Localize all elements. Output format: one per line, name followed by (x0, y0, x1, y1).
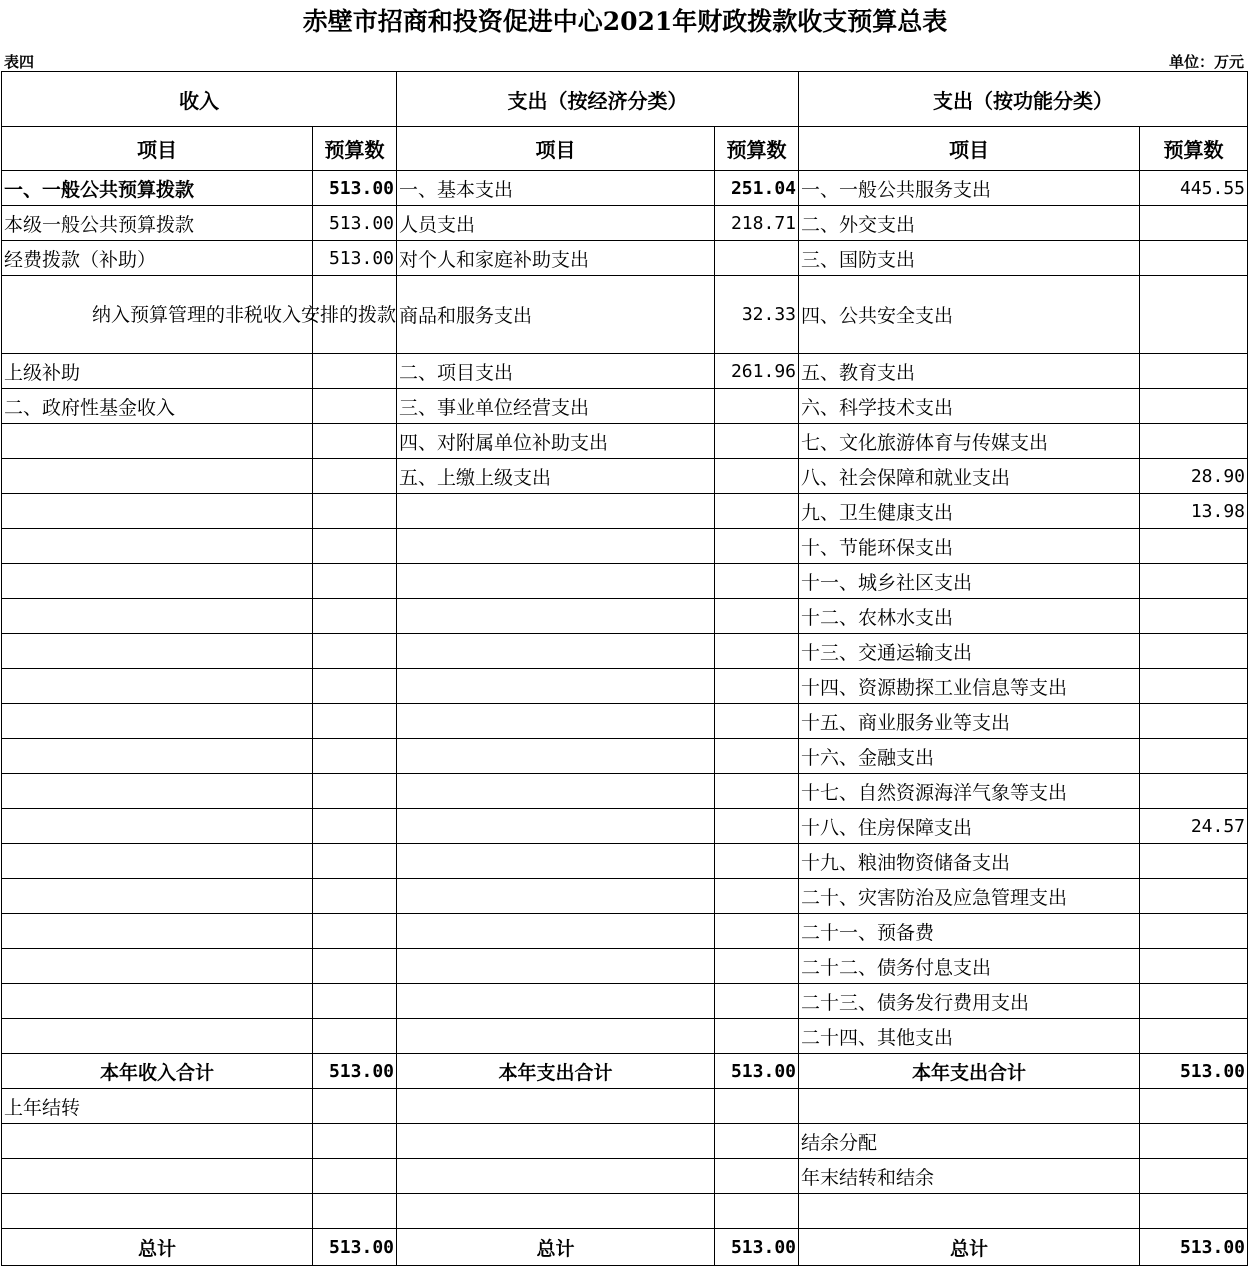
income-amount (313, 494, 397, 529)
func-item: 四、公共安全支出 (799, 276, 1140, 354)
func-item: 六、科学技术支出 (799, 389, 1140, 424)
econ-amount (715, 1124, 799, 1159)
func-item: 二、外交支出 (799, 206, 1140, 241)
func-item: 二十、灾害防治及应急管理支出 (799, 879, 1140, 914)
income-amount (313, 1194, 397, 1229)
econ-amount (715, 669, 799, 704)
econ-item: 商品和服务支出 (397, 276, 715, 354)
func-amount: 13.98 (1140, 494, 1248, 529)
table-row (2, 459, 1248, 494)
econ-amount (715, 494, 799, 529)
econ-amount (715, 389, 799, 424)
summary-row (2, 1054, 1248, 1089)
income-item: 上年结转 (2, 1089, 313, 1124)
econ-amount: 218.71 (715, 206, 799, 241)
table-row (2, 1019, 1248, 1054)
func-amount (1140, 949, 1248, 984)
income-amount (313, 354, 397, 389)
income-amount (313, 844, 397, 879)
income-item (2, 564, 313, 599)
table-row (2, 354, 1248, 389)
income-amount (313, 774, 397, 809)
header-budget: 预算数 (313, 127, 397, 171)
table-row (2, 774, 1248, 809)
func-item: 二十一、预备费 (799, 914, 1140, 949)
econ-amount (715, 1194, 799, 1229)
table-row (2, 844, 1248, 879)
income-item (2, 704, 313, 739)
func-amount (1140, 984, 1248, 1019)
econ-item (397, 669, 715, 704)
income-amount (313, 739, 397, 774)
table-row (2, 599, 1248, 634)
func-item (799, 1089, 1140, 1124)
func-item: 十七、自然资源海洋气象等支出 (799, 774, 1140, 809)
header-item: 项目 (2, 127, 313, 171)
income-item: 本级一般公共预算拨款 (2, 206, 313, 241)
header-row-sub (2, 127, 1248, 171)
grand-total-econ: 513.00 (715, 1229, 799, 1266)
income-item (2, 1159, 313, 1194)
income-item: 二、政府性基金收入 (2, 389, 313, 424)
income-item (2, 1124, 313, 1159)
table-row (2, 1159, 1248, 1194)
grand-total-label: 总计 (799, 1229, 1140, 1266)
income-amount (313, 389, 397, 424)
income-item (2, 914, 313, 949)
table-row (2, 206, 1248, 241)
econ-item (397, 914, 715, 949)
econ-item (397, 1159, 715, 1194)
econ-item (397, 599, 715, 634)
income-item (2, 844, 313, 879)
income-amount (313, 669, 397, 704)
func-item: 三、国防支出 (799, 241, 1140, 276)
func-amount (1140, 1124, 1248, 1159)
income-item (2, 494, 313, 529)
func-item: 年末结转和结余 (799, 1159, 1140, 1194)
income-item (2, 1194, 313, 1229)
func-item: 九、卫生健康支出 (799, 494, 1140, 529)
func-item: 二十四、其他支出 (799, 1019, 1140, 1054)
table-row (2, 1194, 1248, 1229)
econ-amount (715, 879, 799, 914)
func-amount (1140, 424, 1248, 459)
income-item: 经费拨款（补助） (2, 241, 313, 276)
func-amount: 24.57 (1140, 809, 1248, 844)
income-total: 513.00 (313, 1054, 397, 1089)
table-row (2, 739, 1248, 774)
func-amount (1140, 354, 1248, 389)
income-amount (313, 1089, 397, 1124)
econ-amount (715, 844, 799, 879)
func-amount (1140, 1089, 1248, 1124)
table-row (2, 879, 1248, 914)
func-amount (1140, 914, 1248, 949)
econ-amount (715, 704, 799, 739)
func-item: 十八、住房保障支出 (799, 809, 1140, 844)
table-row (2, 241, 1248, 276)
grand-total-income: 513.00 (313, 1229, 397, 1266)
income-amount (313, 424, 397, 459)
func-item: 十六、金融支出 (799, 739, 1140, 774)
func-amount (1140, 206, 1248, 241)
income-amount (313, 704, 397, 739)
econ-item: 一、基本支出 (397, 171, 715, 206)
income-amount: 513.00 (313, 206, 397, 241)
page-title: 赤壁市招商和投资促进中心2021年财政拨款收支预算总表 (302, 7, 948, 36)
func-item: 十一、城乡社区支出 (799, 564, 1140, 599)
econ-item: 三、事业单位经营支出 (397, 389, 715, 424)
table-row (2, 669, 1248, 704)
income-amount (313, 459, 397, 494)
func-amount (1140, 669, 1248, 704)
header-budget: 预算数 (715, 127, 799, 171)
econ-amount (715, 949, 799, 984)
econ-item (397, 529, 715, 564)
func-item: 十四、资源勘探工业信息等支出 (799, 669, 1140, 704)
table-row (2, 1124, 1248, 1159)
econ-amount (715, 241, 799, 276)
func-item: 二十二、债务付息支出 (799, 949, 1140, 984)
grand-total-row (2, 1229, 1248, 1266)
income-amount (313, 984, 397, 1019)
econ-amount (715, 1019, 799, 1054)
grand-total-label: 总计 (397, 1229, 715, 1266)
header-exp-func: 支出（按功能分类） (799, 72, 1248, 127)
econ-item (397, 809, 715, 844)
func-total: 513.00 (1140, 1054, 1248, 1089)
econ-item (397, 1089, 715, 1124)
econ-amount (715, 914, 799, 949)
func-amount (1140, 739, 1248, 774)
func-amount (1140, 1159, 1248, 1194)
table-row (2, 424, 1248, 459)
econ-item (397, 704, 715, 739)
income-item (2, 879, 313, 914)
econ-item (397, 774, 715, 809)
func-amount (1140, 529, 1248, 564)
func-amount (1140, 879, 1248, 914)
func-amount: 28.90 (1140, 459, 1248, 494)
func-amount (1140, 1194, 1248, 1229)
header-item: 项目 (397, 127, 715, 171)
econ-item (397, 879, 715, 914)
income-amount (313, 634, 397, 669)
econ-total-label: 本年支出合计 (397, 1054, 715, 1089)
econ-item: 四、对附属单位补助支出 (397, 424, 715, 459)
income-item (2, 529, 313, 564)
func-item: 十九、粮油物资储备支出 (799, 844, 1140, 879)
table-row (2, 564, 1248, 599)
table-row (2, 809, 1248, 844)
econ-item (397, 1124, 715, 1159)
table-row (2, 529, 1248, 564)
income-amount (313, 949, 397, 984)
econ-item (397, 634, 715, 669)
func-item: 二十三、债务发行费用支出 (799, 984, 1140, 1019)
income-item-label: 纳入预算管理的非税收入安排的拨款 (92, 303, 397, 326)
income-item (2, 424, 313, 459)
income-amount (313, 809, 397, 844)
table-row (2, 704, 1248, 739)
econ-amount (715, 774, 799, 809)
func-item: 八、社会保障和就业支出 (799, 459, 1140, 494)
budget-table (1, 71, 1248, 1266)
income-item (2, 634, 313, 669)
econ-amount (715, 424, 799, 459)
func-item: 一、一般公共服务支出 (799, 171, 1140, 206)
func-amount (1140, 1019, 1248, 1054)
econ-amount (715, 459, 799, 494)
table-row (2, 389, 1248, 424)
income-item (2, 949, 313, 984)
econ-amount (715, 529, 799, 564)
income-amount (313, 914, 397, 949)
func-item: 十二、农林水支出 (799, 599, 1140, 634)
econ-amount (715, 634, 799, 669)
func-amount (1140, 704, 1248, 739)
grand-total-label: 总计 (2, 1229, 313, 1266)
table-row (2, 1089, 1248, 1124)
econ-item (397, 739, 715, 774)
income-amount (313, 599, 397, 634)
table-label: 表四 (4, 53, 35, 71)
econ-amount (715, 984, 799, 1019)
func-amount (1140, 774, 1248, 809)
table-row (2, 949, 1248, 984)
func-total-label: 本年支出合计 (799, 1054, 1140, 1089)
econ-item: 五、上缴上级支出 (397, 459, 715, 494)
econ-item (397, 564, 715, 599)
econ-item: 二、项目支出 (397, 354, 715, 389)
func-amount (1140, 564, 1248, 599)
econ-item: 对个人和家庭补助支出 (397, 241, 715, 276)
econ-amount (715, 739, 799, 774)
econ-amount (715, 564, 799, 599)
header-exp-econ: 支出（按经济分类） (397, 72, 799, 127)
econ-item (397, 1194, 715, 1229)
income-amount (313, 1159, 397, 1194)
income-item: 一、一般公共预算拨款 (2, 171, 313, 206)
income-item (2, 739, 313, 774)
econ-amount: 32.33 (715, 276, 799, 354)
func-item: 十三、交通运输支出 (799, 634, 1140, 669)
income-item (2, 774, 313, 809)
income-item (2, 459, 313, 494)
table-row (2, 984, 1248, 1019)
table-row (2, 494, 1248, 529)
income-amount (313, 879, 397, 914)
econ-total: 513.00 (715, 1054, 799, 1089)
table-row (2, 276, 1248, 354)
func-item: 结余分配 (799, 1124, 1140, 1159)
econ-item (397, 494, 715, 529)
econ-item (397, 949, 715, 984)
table-row (2, 171, 1248, 206)
econ-amount (715, 599, 799, 634)
func-amount (1140, 389, 1248, 424)
func-item: 十、节能环保支出 (799, 529, 1140, 564)
func-item: 七、文化旅游体育与传媒支出 (799, 424, 1140, 459)
header-budget: 预算数 (1140, 127, 1248, 171)
header-row-main (2, 72, 1248, 127)
header-income: 收入 (2, 72, 397, 127)
econ-amount (715, 809, 799, 844)
income-amount (313, 529, 397, 564)
func-amount (1140, 241, 1248, 276)
income-total-label: 本年收入合计 (2, 1054, 313, 1089)
income-item (2, 669, 313, 704)
income-item (2, 984, 313, 1019)
econ-item (397, 984, 715, 1019)
func-item: 十五、商业服务业等支出 (799, 704, 1140, 739)
econ-item (397, 844, 715, 879)
unit-label: 单位：万元 (1168, 53, 1244, 71)
func-amount (1140, 276, 1248, 354)
econ-amount: 251.04 (715, 171, 799, 206)
income-item (2, 809, 313, 844)
income-amount (313, 1124, 397, 1159)
func-amount: 445.55 (1140, 171, 1248, 206)
econ-amount: 261.96 (715, 354, 799, 389)
econ-item: 人员支出 (397, 206, 715, 241)
income-amount: 513.00 (313, 241, 397, 276)
func-amount (1140, 599, 1248, 634)
econ-amount (715, 1159, 799, 1194)
table-row (2, 914, 1248, 949)
grand-total-func: 513.00 (1140, 1229, 1248, 1266)
header-item: 项目 (799, 127, 1140, 171)
income-amount: 513.00 (313, 171, 397, 206)
income-item (2, 599, 313, 634)
income-item (2, 1019, 313, 1054)
income-item (2, 276, 397, 354)
func-amount (1140, 634, 1248, 669)
func-amount (1140, 844, 1248, 879)
income-amount (313, 1019, 397, 1054)
income-item: 上级补助 (2, 354, 313, 389)
table-row (2, 634, 1248, 669)
econ-item (397, 1019, 715, 1054)
func-item: 五、教育支出 (799, 354, 1140, 389)
func-item (799, 1194, 1140, 1229)
income-amount (313, 564, 397, 599)
econ-amount (715, 1089, 799, 1124)
